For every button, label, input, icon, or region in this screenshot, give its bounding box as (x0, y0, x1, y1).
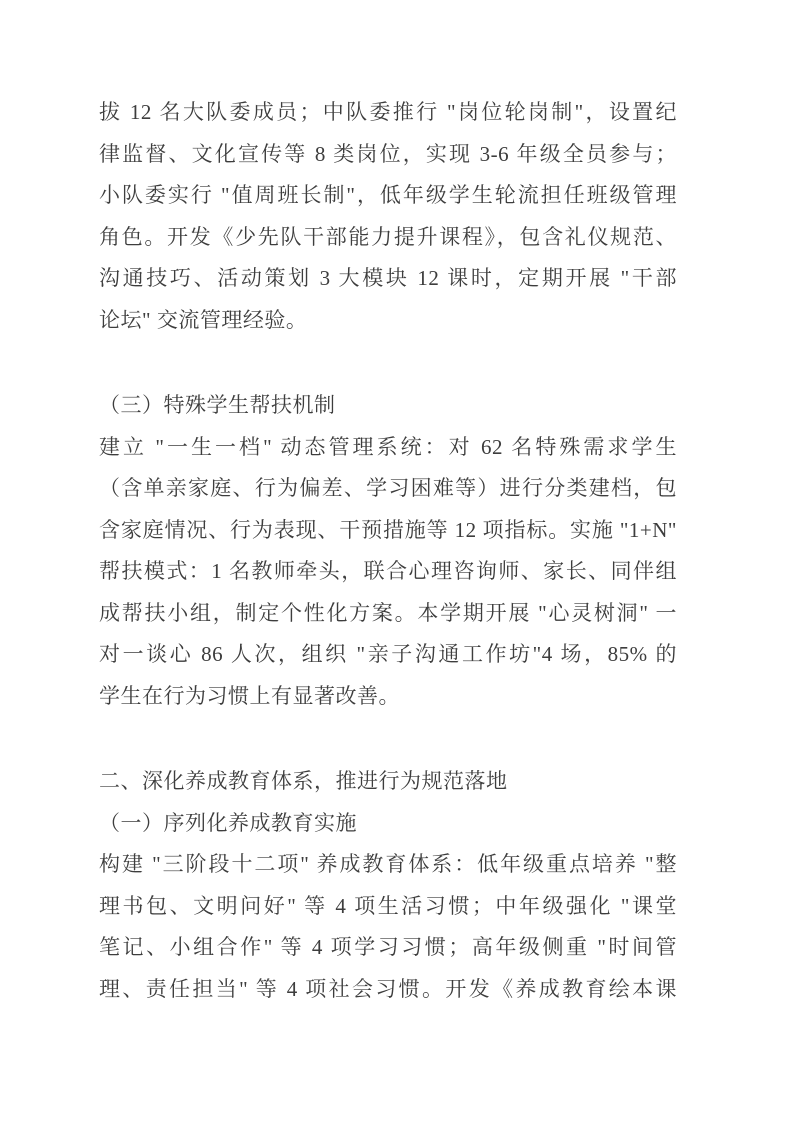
section-heading (99, 761, 677, 803)
text-line: 理书包、文明问好" 等 4 项生活习惯；中年级强化 "课堂 (99, 893, 677, 918)
text-line: 角色。开发《少先队干部能力提升课程》，包含礼仪规范、 (99, 224, 677, 249)
text-line: 对一谈心 86 人次，组织 "亲子沟通工作坊"4 场，85% 的 (99, 642, 677, 666)
text-line: 拔 12 名大队委成员；中队委推行 "岗位轮岗制"，设置纪 (99, 100, 677, 124)
text-line: 建立 "一生一档" 动态管理系统：对 62 名特殊需求学生 (99, 434, 677, 459)
text-line: 含家庭情况、行为表现、干预措施等 12 项指标。实施 "1+N" (99, 517, 677, 542)
text-line: 成帮扶小组，制定个性化方案。本学期开展 "心灵树洞" 一 (99, 600, 677, 625)
body-paragraph (99, 844, 677, 1010)
text-line: （含单亲家庭、行为偏差、学习困难等）进行分类建档，包 (99, 476, 677, 500)
text-line: 笔记、小组合作" 等 4 项学习习惯；高年级侧重 "时间管 (99, 935, 677, 959)
body-paragraph (99, 427, 677, 718)
text-line: 理、责任担当" 等 4 项社会习惯。开发《养成教育绘本课 (99, 976, 677, 1001)
text-line: 小队委实行 "值周班长制"，低年级学生轮流担任班级管理 (99, 183, 677, 207)
text-line: 构建 "三阶段十二项" 养成教育体系：低年级重点培养 "整 (99, 852, 677, 876)
section-heading (99, 803, 677, 845)
document-text-block (99, 92, 677, 1010)
text-line: 论坛" 交流管理经验。 (99, 307, 308, 332)
text-line: 学生在行为习惯上有显著改善。 (99, 683, 400, 708)
text-line: （一）序列化养成教育实施 (99, 810, 357, 835)
text-line: （三）特殊学生帮扶机制 (99, 393, 336, 417)
text-line: 沟通技巧、活动策划 3 大模块 12 课时，定期开展 "干部 (99, 266, 677, 290)
text-line: 帮扶模式：1 名教师牵头，联合心理咨询师、家长、同伴组 (99, 559, 677, 583)
text-line: 二、深化养成教育体系，推进行为规范落地 (99, 769, 508, 793)
text-line: 律监督、文化宣传等 8 类岗位，实现 3-6 年级全员参与； (99, 141, 677, 166)
body-paragraph (99, 92, 677, 341)
section-heading (99, 385, 677, 427)
